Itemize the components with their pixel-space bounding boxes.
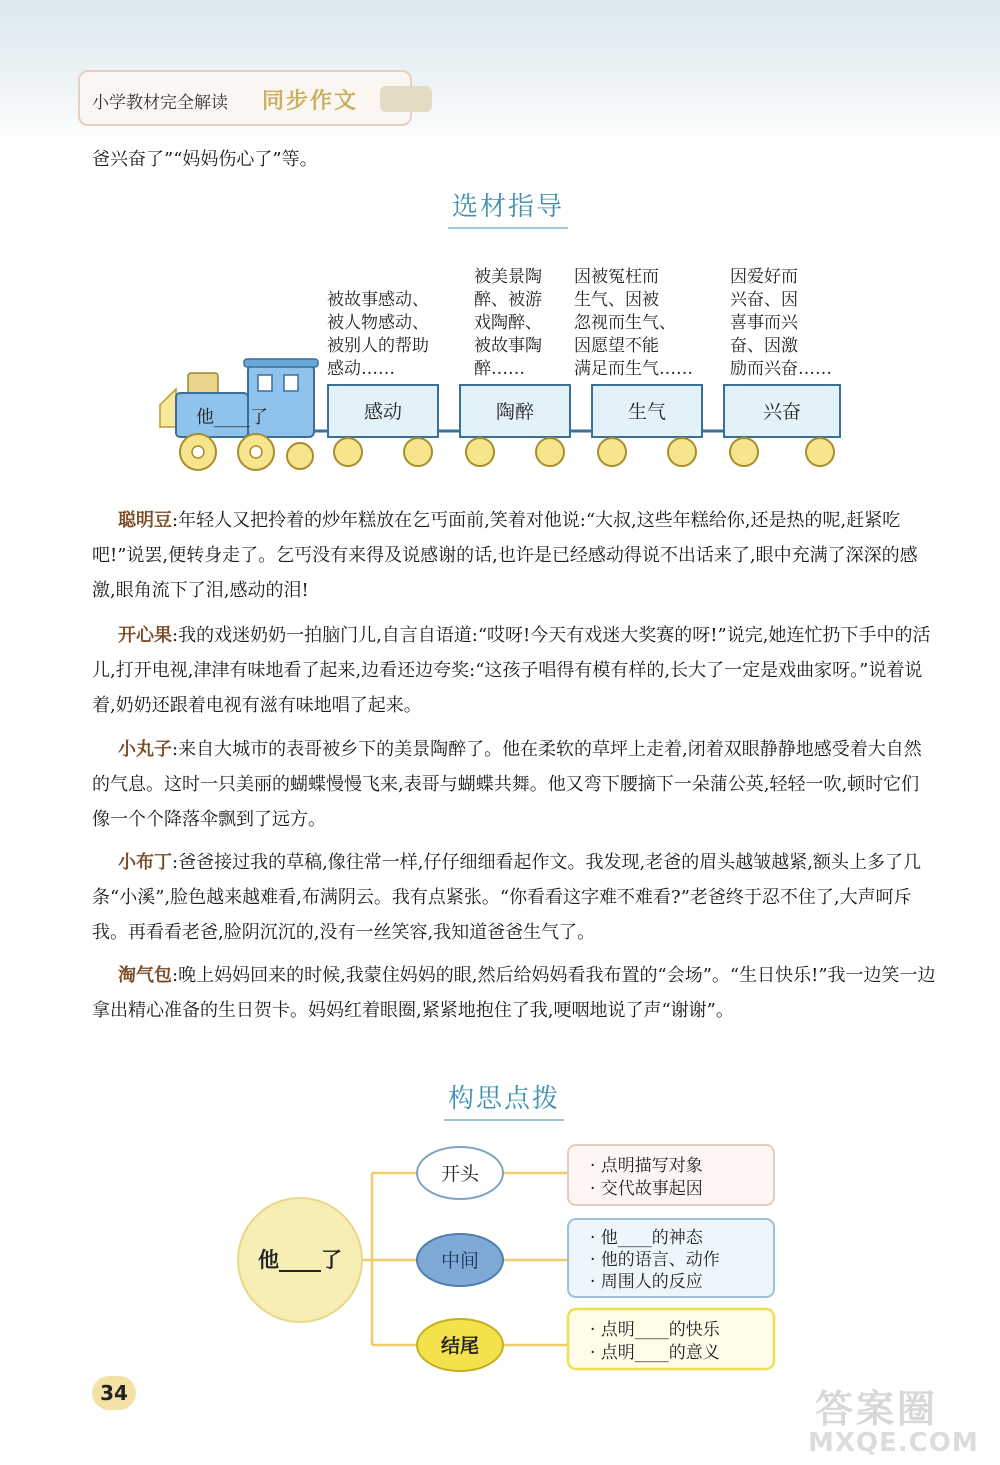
section-title-structure: 构思点拨 <box>448 1078 560 1115</box>
point-end-1: · 点明____的快乐 <box>590 1320 720 1340</box>
caption-gandong-1: 被故事感动、 <box>327 290 429 310</box>
branch-start-label: 开头 <box>440 1163 480 1185</box>
car-label-taozui: 陶醉 <box>495 401 535 423</box>
point-end-2: · 点明____的意义 <box>590 1343 720 1363</box>
paragraph-4-text: :爸爸接过我的草稿,像往常一样,仔仔细细看起作文。我发现,老爸的眉头越皱越紧,额头上多了几条“小溪”,脸色越来越难看,布满阴云。我有点紧张。“你看看这字难不难看?”老爸终于忍不住了,大声呵斥我。再看看老爸,脸阴沉沉的,没有一丝笑容,我知道爸爸生气了。 <box>92 852 921 943</box>
paragraph-1-text: :年轻人又把拎着的炒年糕放在乞丐面前,笑着对他说:“大叔,这些年糕给你,还是热的呢,赶紧吃吧!”说罢,便转身走了。乞丐没有来得及说感谢的话,也许是已经感动得说不出话来了,眼中充满了深深的感激,眼角流下了泪,感动的泪! <box>92 510 918 601</box>
series-title: 同步作文 <box>262 89 359 114</box>
paragraph-3-text: :来自大城市的表哥被乡下的美景陶醉了。他在柔软的草坪上走着,闭着双眼静静地感受着大自然的气息。这时一只美丽的蝴蝶慢慢飞来,表哥与蝴蝶共舞。他又弯下腰摘下一朵蒲公英,轻轻一吹,顿时它们像一个个降落伞飘到了远方。 <box>92 739 922 830</box>
book-title: 小学教材完全解读 <box>92 93 228 113</box>
center-label: 他____了 <box>258 1247 342 1272</box>
point-start-1: · 点明描写对象 <box>590 1156 703 1176</box>
point-middle-2: · 他的语言、动作 <box>590 1250 720 1270</box>
paragraph-3 <box>92 732 937 837</box>
paragraph-1 <box>92 503 937 608</box>
speaker-4: 小布丁 <box>118 852 172 873</box>
caption-xingfen-4: 奋、因激 <box>730 336 798 356</box>
caption-xingfen-1: 因爱好而 <box>730 267 798 287</box>
caption-taozui-1: 被美景陶 <box>474 267 542 287</box>
header-ribbon <box>380 86 432 112</box>
section-title-material: 选材指导 <box>452 186 564 223</box>
structure-diagram <box>0 1135 1000 1395</box>
branch-end-label: 结尾 <box>440 1335 480 1357</box>
caption-shengqi-1: 因被冤枉而 <box>574 267 659 287</box>
watermark-logo: 答案圈 <box>815 1387 939 1431</box>
paragraph-2-text: :我的戏迷奶奶一拍脑门儿,自言自语道:“哎呀!今天有戏迷大奖赛的呀!”说完,她连忙扔下手中的活儿,打开电视,津津有味地看了起来,边看还边夸奖:“这孩子唱得有模有样的,长大了一定是戏曲家呀。”说着说着,奶奶还跟着电视有滋有味地唱了起来。 <box>92 625 931 716</box>
caption-gandong-3: 被别人的帮助 <box>327 336 429 356</box>
point-start-2: · 交代故事起因 <box>590 1179 703 1199</box>
caption-shengqi-2: 生气、因被 <box>574 290 659 310</box>
speaker-2: 开心果 <box>118 625 172 646</box>
caption-taozui-3: 戏陶醉、 <box>474 313 542 333</box>
branch-middle-label: 中间 <box>440 1250 480 1272</box>
caption-taozui-5: 醉…… <box>474 359 525 379</box>
car-captions <box>327 267 832 379</box>
car-label-xingfen: 兴奋 <box>762 401 802 423</box>
point-middle-1: · 他____的神态 <box>590 1228 703 1248</box>
paragraph-2 <box>92 618 937 723</box>
speaker-1: 聪明豆 <box>118 510 172 531</box>
car-label-gandong: 感动 <box>363 401 403 423</box>
caption-taozui-2: 醉、被游 <box>474 290 542 310</box>
speaker-3: 小丸子 <box>118 739 172 760</box>
paragraph-5-text: :晚上妈妈回来的时候,我蒙住妈妈的眼,然后给妈妈看我布置的“会场”。“生日快乐!”我一边笑一边拿出精心准备的生日贺卡。妈妈红着眼圈,紧紧地抱住了我,哽咽地说了声“谢谢”。 <box>92 965 936 1021</box>
car-taozui <box>460 385 570 466</box>
caption-xingfen-3: 喜事而兴 <box>730 313 798 333</box>
train-diagram <box>0 255 1000 495</box>
car-gandong <box>328 385 438 466</box>
caption-shengqi-4: 因愿望不能 <box>574 336 659 356</box>
car-xingfen <box>724 385 840 466</box>
locomotive <box>160 359 318 470</box>
caption-gandong-2: 被人物感动、 <box>327 313 429 333</box>
caption-taozui-4: 被故事陶 <box>474 336 542 356</box>
point-middle-3: · 周围人的反应 <box>590 1272 703 1292</box>
paragraph-4 <box>92 845 937 950</box>
watermark-url: MXQE.COM <box>808 1428 979 1458</box>
caption-shengqi-3: 忽视而生气、 <box>574 313 676 333</box>
caption-gandong-4: 感动…… <box>327 359 395 379</box>
car-label-shengqi: 生气 <box>627 401 667 423</box>
engine-label: 他____了 <box>196 407 268 428</box>
paragraph-5 <box>92 958 937 1028</box>
caption-xingfen-5: 励而兴奋…… <box>730 359 832 379</box>
caption-xingfen-2: 兴奋、因 <box>730 290 798 310</box>
intro-line: 爸兴奋了”“妈妈伤心了”等。 <box>92 149 318 170</box>
page-number: 34 <box>92 1376 136 1410</box>
speaker-5: 淘气包 <box>118 965 172 986</box>
car-shengqi <box>592 385 702 466</box>
caption-shengqi-5: 满足而生气…… <box>574 359 693 379</box>
